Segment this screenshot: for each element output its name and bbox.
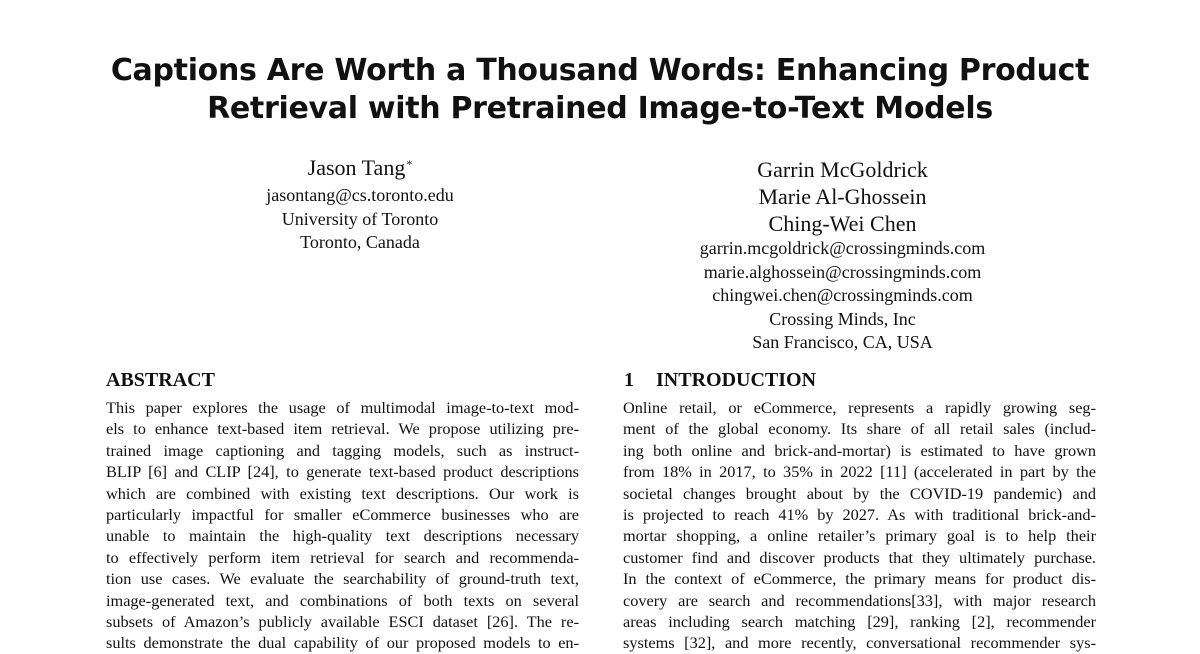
author-institution: Crossing Minds, Inc — [769, 308, 916, 329]
author-block-left — [210, 152, 510, 255]
author-email: chingwei.chen@crossingminds.com — [712, 285, 973, 305]
text-line: sults demonstrate the dual capability of our proposed models to en- — [106, 633, 579, 653]
introduction-heading — [624, 367, 816, 393]
author-name: Garrin McGoldrick — [757, 157, 928, 182]
author-location: San Francisco, CA, USA — [752, 332, 933, 352]
text-line: which are combined with existing text descriptions. Our work is — [106, 483, 579, 503]
text-line: to effectively perform item retrieval for search and recommenda- — [106, 547, 579, 567]
text-line: BLIP [6] and CLIP [24], to generate text-based product descriptions — [106, 462, 579, 482]
author-location: Toronto, Canada — [300, 232, 420, 252]
author-name: Ching-Wei Chen — [768, 211, 917, 236]
author-email: marie.alghossein@crossingminds.com — [703, 261, 982, 282]
text-line: societal changes brought about by the COVID-19 pandemic) and — [623, 483, 1096, 503]
abstract-heading: ABSTRACT — [106, 369, 215, 391]
text-line: mortar shopping, a online retailer’s primary goal is to help their — [623, 526, 1096, 546]
title-line-2: Retrieval with Pretrained Image-to-Text Models — [207, 91, 993, 126]
text-line: tion use cases. We evaluate the searchability of ground-truth text, — [106, 569, 579, 589]
text-line: els to enhance text-based item retrieval. We propose utilizing pre- — [106, 419, 579, 439]
text-line: is projected to reach 41% by 2027. As with traditional brick-and- — [623, 504, 1096, 524]
author-email: garrin.mcgoldrick@crossingminds.com — [699, 238, 986, 258]
text-line: ing both online and brick-and-mortar) is estimated to have grown — [623, 440, 1096, 460]
author-name — [210, 152, 510, 184]
author-institution: University of Toronto — [281, 208, 439, 229]
introduction-body — [623, 397, 1096, 654]
abstract-body — [106, 397, 579, 654]
text-line: areas including search matching [29], ranking [2], recommender — [623, 611, 1096, 631]
text-line: image-generated text, and combinations of both texts on several — [106, 590, 579, 610]
text-line: customer find and discover products that they ultimately purchase. — [623, 547, 1096, 567]
text-line: In the context of eCommerce, the primary means for product dis- — [623, 569, 1096, 589]
author-name: Marie Al-Ghossein — [758, 184, 927, 209]
paper-title — [0, 52, 1200, 128]
text-line: from 18% in 2017, to 35% in 2022 [11] (accelerated in part by the — [623, 462, 1096, 482]
text-line: particularly impactful for smaller eCommerce businesses who are — [106, 504, 579, 524]
text-line: trained image captioning and tagging models, such as instruct- — [106, 440, 579, 460]
text-line: Online retail, or eCommerce, represents a rapidly growing seg- — [623, 398, 1096, 417]
title-line-1: Captions Are Worth a Thousand Words: Enhancing Product — [110, 53, 1090, 88]
author-name-text: Jason Tang — [307, 155, 406, 180]
text-line: unable to maintain the high-quality text descriptions necessary — [106, 526, 579, 546]
text-line: subsets of Amazon’s publicly available ESCI dataset [26]. The re- — [106, 611, 579, 631]
section-number: 1 — [624, 369, 634, 391]
text-line: covery are search and recommendations[33], with major research — [623, 590, 1096, 610]
section-title: INTRODUCTION — [656, 369, 817, 391]
text-line: systems [32], and more recently, conversational recommender sys- — [623, 633, 1096, 653]
text-line: This paper explores the usage of multimodal image-to-text mod- — [106, 398, 579, 417]
text-line: ment of the global economy. Its share of all retail sales (includ- — [623, 419, 1096, 439]
author-email: jasontang@cs.toronto.edu — [266, 185, 454, 205]
author-block-right — [640, 156, 1045, 355]
footnote-mark: * — [406, 157, 413, 171]
